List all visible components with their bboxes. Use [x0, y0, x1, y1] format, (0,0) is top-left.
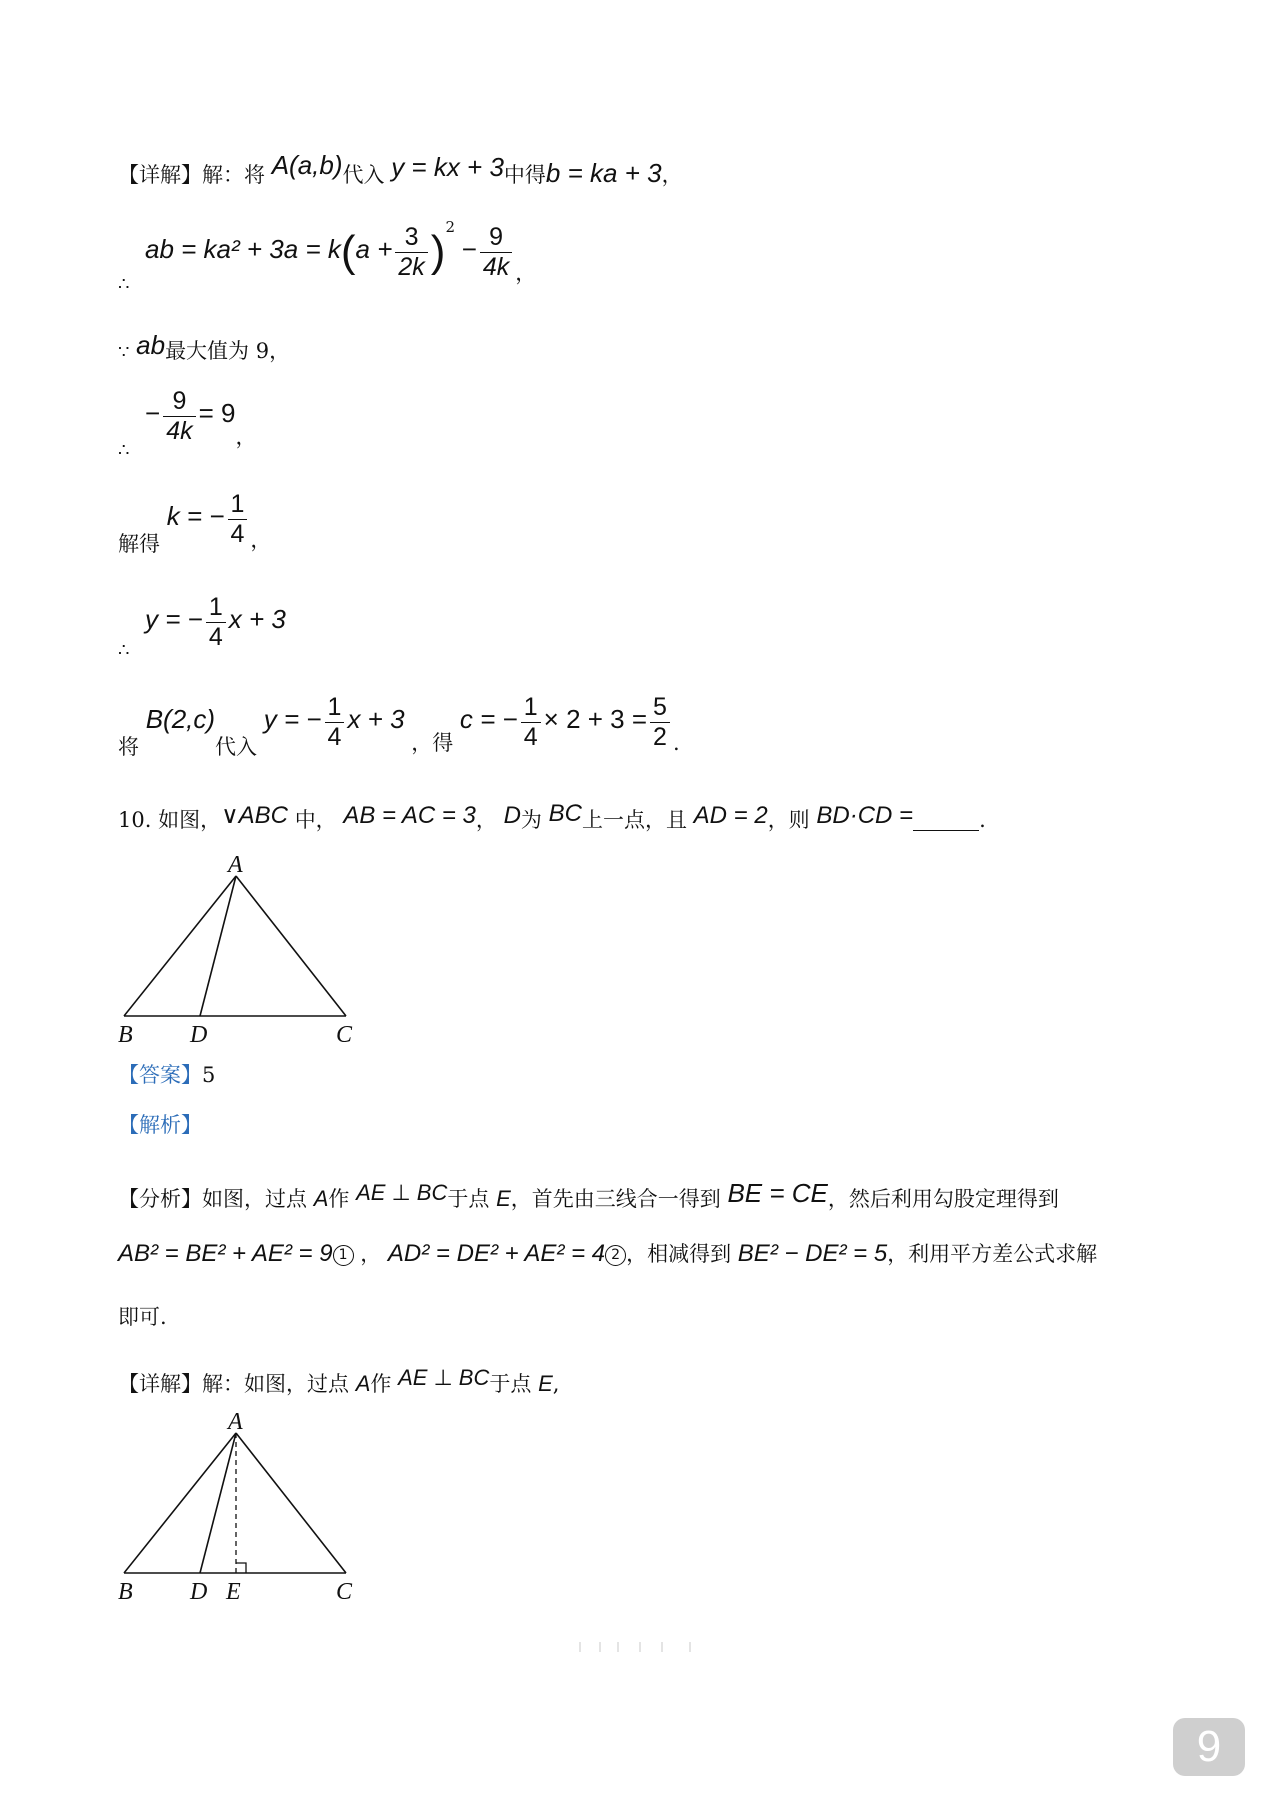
detail-line-2: [118, 1365, 559, 1397]
ab-expr: ab: [136, 330, 166, 360]
label-c: C: [336, 1579, 353, 1605]
k-lhs: k = −: [166, 500, 225, 531]
sub-into-text: 代入: [215, 734, 258, 759]
frac-num: 3: [395, 223, 427, 253]
eq-lhs: y = −: [263, 703, 322, 734]
punct: ，: [661, 163, 683, 187]
page-number-badge: 9: [1173, 1718, 1245, 1776]
perp-expr: AE ⊥ BC: [356, 1180, 448, 1205]
frac-num: 1: [228, 490, 248, 520]
frac-num: 9: [480, 223, 512, 253]
fenxi-text: 作: [328, 1187, 350, 1211]
question-number: 10. 如图，: [118, 808, 222, 832]
step-max: [118, 330, 290, 364]
c-lhs: c = −: [459, 703, 518, 734]
frac-den: 2: [653, 722, 667, 751]
fenxi-label: 【分析】: [118, 1187, 202, 1211]
circled-two: 2: [605, 1245, 626, 1266]
analysis-label: 【解析】: [118, 1113, 202, 1137]
point-a: A: [355, 1371, 371, 1396]
solve-text: 解得: [118, 531, 160, 556]
fenxi-text: ，相减得到: [626, 1242, 732, 1266]
segment-ad: [200, 876, 236, 1016]
step-y: [145, 593, 286, 652]
segment-ad: [200, 1433, 236, 1573]
point-e: E: [538, 1371, 553, 1396]
point-b: B(2,c): [145, 703, 216, 734]
label-c: C: [336, 1022, 353, 1048]
fraction-9-4k: [163, 387, 195, 446]
frac-den: 4: [523, 722, 538, 751]
frac-num: 1: [521, 693, 541, 723]
detail-text: 解：如图，过点: [202, 1372, 349, 1396]
point-d: D: [503, 802, 521, 829]
eq-rhs: = 9: [198, 397, 236, 428]
paren-open: (: [340, 227, 356, 277]
question-10: [118, 800, 986, 833]
eq-ab-sq: AB² = BE² + AE² = 9: [118, 1240, 333, 1267]
minus-sign: −: [461, 234, 477, 264]
point-a: A(a,b): [271, 150, 343, 180]
answer-value: 5: [202, 1063, 216, 1087]
punct: ，: [250, 527, 272, 552]
fraction-1-4: [521, 693, 541, 752]
q-text: ，: [475, 808, 497, 832]
detail-lead-text: 解：将: [202, 163, 265, 187]
fraction-1-4: [228, 490, 248, 549]
label-e: E: [226, 1579, 241, 1605]
fraction-9-4k: [480, 223, 512, 282]
fraction-3-2k: [395, 223, 427, 282]
therefore-symbol: ∴: [118, 274, 130, 295]
punct: ，: [235, 424, 257, 449]
eq-rhs: x + 3: [347, 703, 405, 734]
c-mid: × 2 + 3 =: [543, 703, 648, 734]
paren-inner: a +: [355, 234, 393, 264]
label-d: D: [190, 1579, 208, 1605]
frac-den: 4: [230, 519, 245, 548]
get-text: ，得: [411, 730, 454, 755]
punct: ，: [360, 1242, 382, 1266]
point-e: E: [496, 1186, 511, 1211]
q-text: 中，: [294, 808, 337, 832]
label-a: A: [228, 852, 243, 878]
therefore-symbol: ∴: [118, 640, 130, 661]
step-eq: [145, 387, 256, 450]
eq-diff: BE² − DE² = 5: [737, 1240, 888, 1267]
frac-num: 1: [325, 693, 345, 723]
answer-line: [118, 1063, 215, 1088]
fenxi-text: ，首先由三线合一得到: [510, 1187, 721, 1211]
frac-num: 5: [650, 693, 670, 723]
triangle-figure-1: [110, 848, 370, 1048]
fenxi-line-2: [118, 1240, 1097, 1269]
minus-sign: −: [145, 397, 161, 428]
frac-den: 4k: [166, 416, 193, 445]
fenxi-text: ，利用平方差公式求解: [887, 1242, 1098, 1266]
triangle-symbol: ∨ABC: [221, 802, 288, 829]
step-ab: [145, 218, 536, 286]
b-result: b = ka + 3: [545, 158, 662, 188]
frac-den: 4k: [482, 253, 510, 281]
fenxi-text: ，然后利用勾股定理得到: [827, 1187, 1059, 1211]
therefore-symbol: ∴: [118, 440, 130, 461]
punct: .: [672, 730, 680, 755]
fenxi-text: 于点: [447, 1187, 490, 1211]
eq-ad-sq: AD² = DE² + AE² = 4: [387, 1240, 606, 1267]
lead-text: 将: [118, 734, 139, 759]
side-ac: [236, 1433, 346, 1573]
middle-text: 中得: [503, 163, 546, 187]
label-b: B: [118, 1579, 133, 1605]
q-text: 为: [520, 808, 542, 832]
paren-close: ): [430, 227, 446, 277]
label-d: D: [190, 1022, 208, 1048]
fraction-1-4: [206, 593, 226, 652]
cond-ad: AD = 2: [693, 802, 768, 829]
detail-text: 于点: [489, 1372, 532, 1396]
fenxi-line-1: [118, 1178, 1059, 1212]
detail-bracket: 【详解】: [118, 163, 202, 187]
sub-into-text: 代入: [342, 163, 385, 187]
q-text: ，则: [767, 808, 810, 832]
because-symbol: ∵: [118, 342, 130, 363]
label-a: A: [228, 1409, 243, 1435]
square-exp: 2: [445, 218, 455, 236]
frac-num: 9: [163, 387, 195, 417]
frac-den: 4: [208, 622, 223, 651]
fraction-1-4: [325, 693, 345, 752]
perp-expr: AE ⊥ BC: [398, 1365, 490, 1390]
detail-text: 作: [370, 1372, 392, 1396]
circled-one: 1: [333, 1245, 354, 1266]
eq-be-ce: BE = CE: [727, 1178, 828, 1208]
step-k: [118, 490, 271, 557]
side-ac: [236, 876, 346, 1016]
ask-expr: BD·CD =: [816, 802, 914, 829]
side-ab: [124, 876, 236, 1016]
line-equation: y = kx + 3: [391, 152, 504, 182]
fenxi-text: 如图，过点: [202, 1187, 307, 1211]
right-angle-mark: [236, 1563, 246, 1573]
punct: .: [979, 808, 986, 832]
detail-bracket: 【详解】: [118, 1372, 202, 1396]
ab-lhs: ab = ka² + 3a = k: [145, 234, 341, 264]
fraction-5-2: [650, 693, 670, 752]
q-text: 上一点，且: [581, 808, 687, 832]
label-b: B: [118, 1022, 133, 1048]
triangle-figure-2: [110, 1405, 370, 1605]
punct: ,: [552, 1372, 560, 1396]
answer-label: 【答案】: [118, 1063, 202, 1087]
frac-num: 1: [206, 593, 226, 623]
step-c: [118, 693, 680, 760]
fenxi-line-3: 即可.: [118, 1305, 167, 1329]
side-ab: [124, 1433, 236, 1573]
segment-bc: BC: [548, 800, 582, 827]
frac-den: 2k: [398, 253, 425, 281]
punct: ，: [515, 261, 537, 285]
answer-blank: [913, 830, 979, 831]
frac-den: 4: [327, 722, 342, 751]
point-a: A: [313, 1186, 329, 1211]
cond-ab-ac: AB = AC = 3: [343, 802, 476, 829]
detail-line-1: [118, 150, 683, 189]
y-rhs: x + 3: [228, 603, 286, 634]
y-lhs: y = −: [145, 603, 203, 634]
scan-artifact: [570, 1640, 720, 1654]
max-text: 最大值为 9，: [165, 339, 291, 363]
